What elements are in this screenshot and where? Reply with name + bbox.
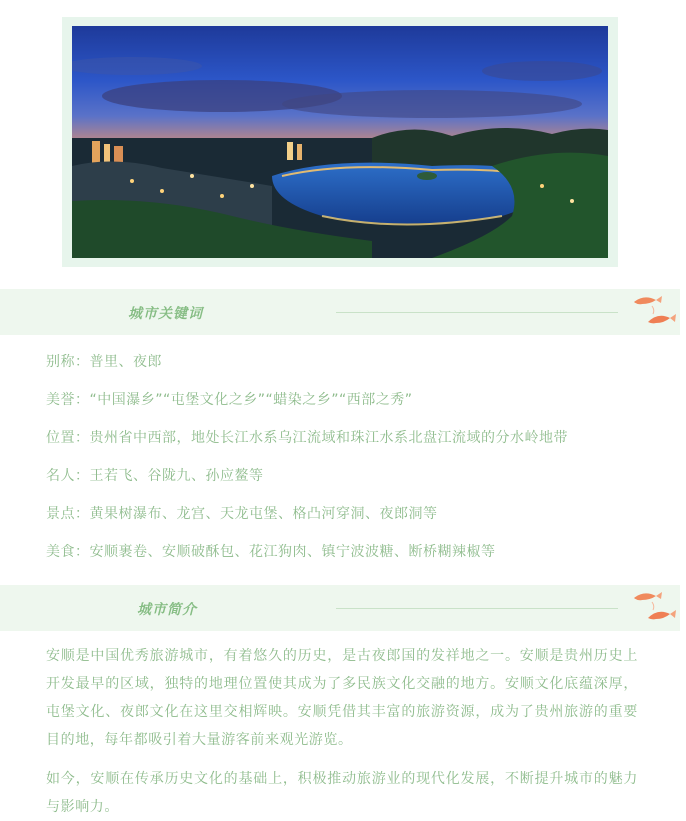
keyword-row-food <box>46 541 496 561</box>
hero-photo-frame <box>62 17 618 267</box>
keyword-label: 别称： <box>46 354 90 370</box>
keyword-value: 安顺裹卷、安顺破酥包、花江狗肉、镇宁波波糖、断桥糊辣椒等 <box>89 544 496 560</box>
keyword-value: 普里、夜郎 <box>89 354 162 370</box>
keyword-label: 美食： <box>46 544 90 560</box>
keyword-value: 王若飞、谷陇九、孙应鳌等 <box>89 468 264 484</box>
keyword-value: 贵州省中西部，地处长江水系乌江流域和珠江水系北盘江流域的分水岭地带 <box>89 430 568 446</box>
keyword-row-celebrities <box>46 465 264 485</box>
section-header-intro <box>0 585 680 631</box>
koi-fish-icon <box>628 292 678 334</box>
section-title-keywords: 城市关键词 <box>128 306 203 322</box>
keyword-label: 名人： <box>46 468 90 484</box>
keyword-value: 黄果树瀑布、龙宫、天龙屯堡、格凸河穿洞、夜郎洞等 <box>89 506 438 522</box>
section-divider-line <box>336 608 618 609</box>
keyword-row-alias <box>46 351 162 371</box>
intro-paragraph-1: 安顺是中国优秀旅游城市，有着悠久的历史，是古夜郎国的发祥地之一。安顺是贵州历史上开发最早的区域，独特的地理位置使其成为了多民族文化交融的地方。安顺文化底蕴深厚，屯堡文化、夜郎文化在这里交相辉映。安顺凭借其丰富的旅游资源，成为了贵州旅游的重要目的地，每年都吸引着大量游客前来观光游览。 <box>46 648 638 748</box>
intro-paragraph-2: 如今，安顺在传承历史文化的基础上，积极推动旅游业的现代化发展，不断提升城市的魅力与影响力。 <box>46 771 638 815</box>
section-header-keywords <box>0 289 680 335</box>
keyword-row-honors <box>46 389 413 409</box>
keyword-row-attractions <box>46 503 438 523</box>
section-divider-line <box>336 312 618 313</box>
section-title-intro: 城市简介 <box>137 602 197 618</box>
keyword-row-location <box>46 427 568 447</box>
keyword-label: 景点： <box>46 506 90 522</box>
koi-fish-icon <box>628 588 678 630</box>
keyword-value: “中国瀑乡”“屯堡文化之乡”“蜡染之乡”“西部之秀” <box>89 392 413 408</box>
city-night-panorama <box>72 26 608 258</box>
keyword-label: 位置： <box>46 430 90 446</box>
keyword-label: 美誉： <box>46 392 90 408</box>
